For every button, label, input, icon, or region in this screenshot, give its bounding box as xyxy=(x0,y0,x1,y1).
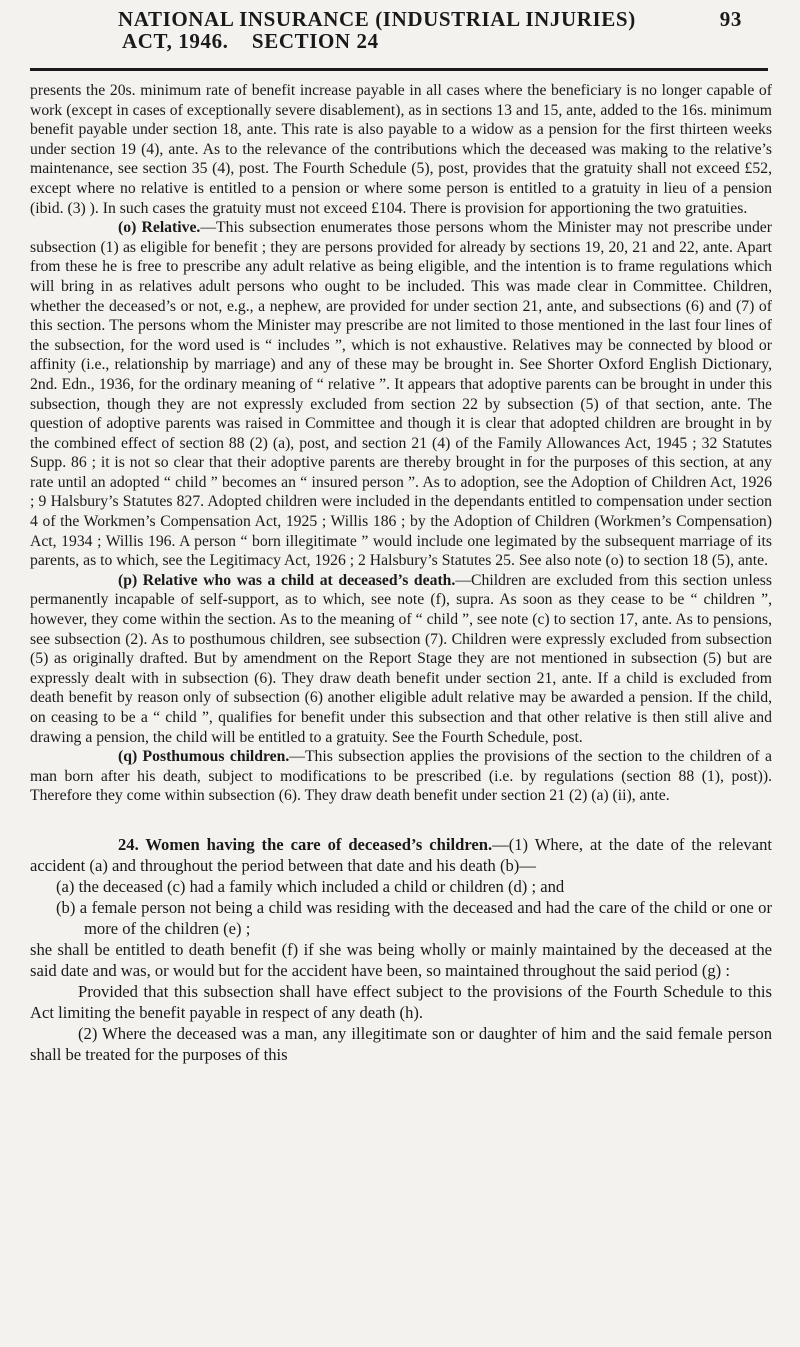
section-item-a: (a) the deceased (c) had a family which included a child or children (d) ; and xyxy=(56,876,565,896)
note-text: —This subsection enumerates those persons whom the Minister may not prescribe under subsection (1) as eligible for benefit ; they are persons provided for already by sections 19, 20, 21 and 22, ante. Apart from these he is free to prescribe any adult relative as being eligible, and the intention is to frame regulations which will bring in as relatives adult persons who ought to be included. This was made clear in Committee. Children, whether the deceased’s or not, e.g., a nephew, are provided for under section 21, ante, and subsections (6) and (7) of this section. The persons whom the Minister may prescribe are not limited to those mentioned in the last four lines of the subsection, for the word used is “ includes ”, which is not exhaustive. Relatives may be connected by blood or affinity (i.e., relationship by marriage) and any of these may be brought in. See Shorter Oxford English Dictionary, 2nd. Edn., 1936, for the ordinary meaning of “ relative ”. It appears that adoptive parents can be brought in under this subsection, though they are not expressly excluded from section 22 by subsection (5) of that section, ante. The question of adoptive parents was raised in Committee and though it is clear that adopted children are brought in by the combined effect of section 88 (2) (a), post, and section 21 (4) of the Family Allowances Act, 1945 ; 32 Statutes Supp. 86 ; it is not so clear that their adoptive parents are thereby brought in for the purposes of this section, at any rate until an adopted “ child ” becomes an “ insured person ”. As to adoption, see the Adoption of Children Act, 1926 ; 9 Halsbury’s Statutes 827. Adopted children were included in the dependants entitled to compensation under section 4 of the Workmen’s Compensation Act, 1925 ; Willis 186 ; by the Adoption of Children (Workmen’s Compensation) Act, 1934 ; Willis 196. A person “ born illegitimate ” would include one legimated by the subsequent marriage of its parents, as to which, see the Legitimacy Act, 1926 ; 2 Halsbury’s Statutes 25. See also note (o) to section 18 (5), ante. xyxy=(30,219,772,570)
section-intro: —(1) Where, at the date of the relevant accident (a) and throughout the period between that date and his death (b)— xyxy=(30,834,772,875)
note-heading: (p) Relative who was a child at deceased’s death. xyxy=(118,571,456,589)
note-text: —Children are excluded from this section unless permanently incapable of self-support, as to which, see note (f), supra. As soon as they cease to be “ children ”, however, they come within the section. As to the meaning of “ child ”, see note (c) to section 17, ante. As to pensions, see subsection (2). As to posthumous children, see subsection (7). Children were expressly excluded from subsection (5) as originally drafted. But by amendment on the Report Stage they are not mentioned in subsection (5) but are expressly dealt with in subsection (6). They draw death benefit under section 21, ante. If a child is excluded from death benefit by reason only of subsection (6) another eligible adult relative may be awarded a pension. If the child, on ceasing to be a “ child ”, qualifies for benefit under this subsection and that other relative is then still alive and drawing a pension, the child will be entitled to a gratuity. See the Fourth Schedule, post. xyxy=(30,571,773,746)
section-proviso: Provided that this subsection shall have effect subject to the provisions of the Fourth Schedule to this Act limiting the benefit payable in respect of any death (h). xyxy=(30,981,772,1022)
section-heading: 24. Women having the care of deceased’s children. xyxy=(118,834,493,854)
note-q xyxy=(30,747,772,806)
paragraph: presents the 20s. minimum rate of benefit increase payable in all cases where the beneficiary is no longer capable of work (except in cases of exceptionally severe disablement), as in sections 13 and 15, ante, added to the 16s. minimum benefit payable under section 18, ante. This rate is also payable to a widow as a pension for the first thirteen weeks under section 19 (4), ante. As to the relevance of the contributions which the deceased was making to the relative’s maintenance, see section 35 (4), post. The Fourth Schedule (5), post, provides that the gratuity shall not exceed £52, except where no relative is entitled to a pension or where some person is entitled to a gratuity in lieu of a pension (ibid. (3) ). In such cases the gratuity must not exceed £104. There is provision for apportioning the two gratuities. xyxy=(30,82,772,217)
note-p xyxy=(30,571,772,747)
note-heading: (o) Relative. xyxy=(118,219,201,237)
header-rule xyxy=(30,68,768,71)
running-head-title-line2: ACT, 1946. SECTION 24 xyxy=(122,29,379,53)
running-head-title-line1: NATIONAL INSURANCE (INDUSTRIAL INJURIES) xyxy=(118,7,636,31)
section-body: she shall be entitled to death benefit (f) if she was being wholly or mainly maintained by the deceased at the said date and was, or would but for the accident have been, so maintained throughout the said period (g) : xyxy=(30,939,772,980)
body-text xyxy=(30,81,772,1065)
note-text: —This subsection applies the provisions of the section to the children of a man born after his death, subject to modifications to be prescribed (i.e. by regulations (section 88 (1), post)). Therefore they come within subsection (6). They draw death benefit under section 21 (2) (a) (ii), ante. xyxy=(30,748,772,805)
section-subsection-2: (2) Where the deceased was a man, any illegitimate son or daughter of him and the said female person shall be treated for the purposes of this xyxy=(30,1023,772,1064)
section-24 xyxy=(30,834,772,876)
running-head xyxy=(30,8,772,52)
running-head-title xyxy=(118,8,636,52)
page-number: 93 xyxy=(719,7,742,31)
note-o xyxy=(30,218,772,571)
section-item-b: (b) a female person not being a child was residing with the deceased and had the care of the child or one or more of the children (e) ; xyxy=(56,897,772,938)
note-heading: (q) Posthumous children. xyxy=(118,748,290,766)
